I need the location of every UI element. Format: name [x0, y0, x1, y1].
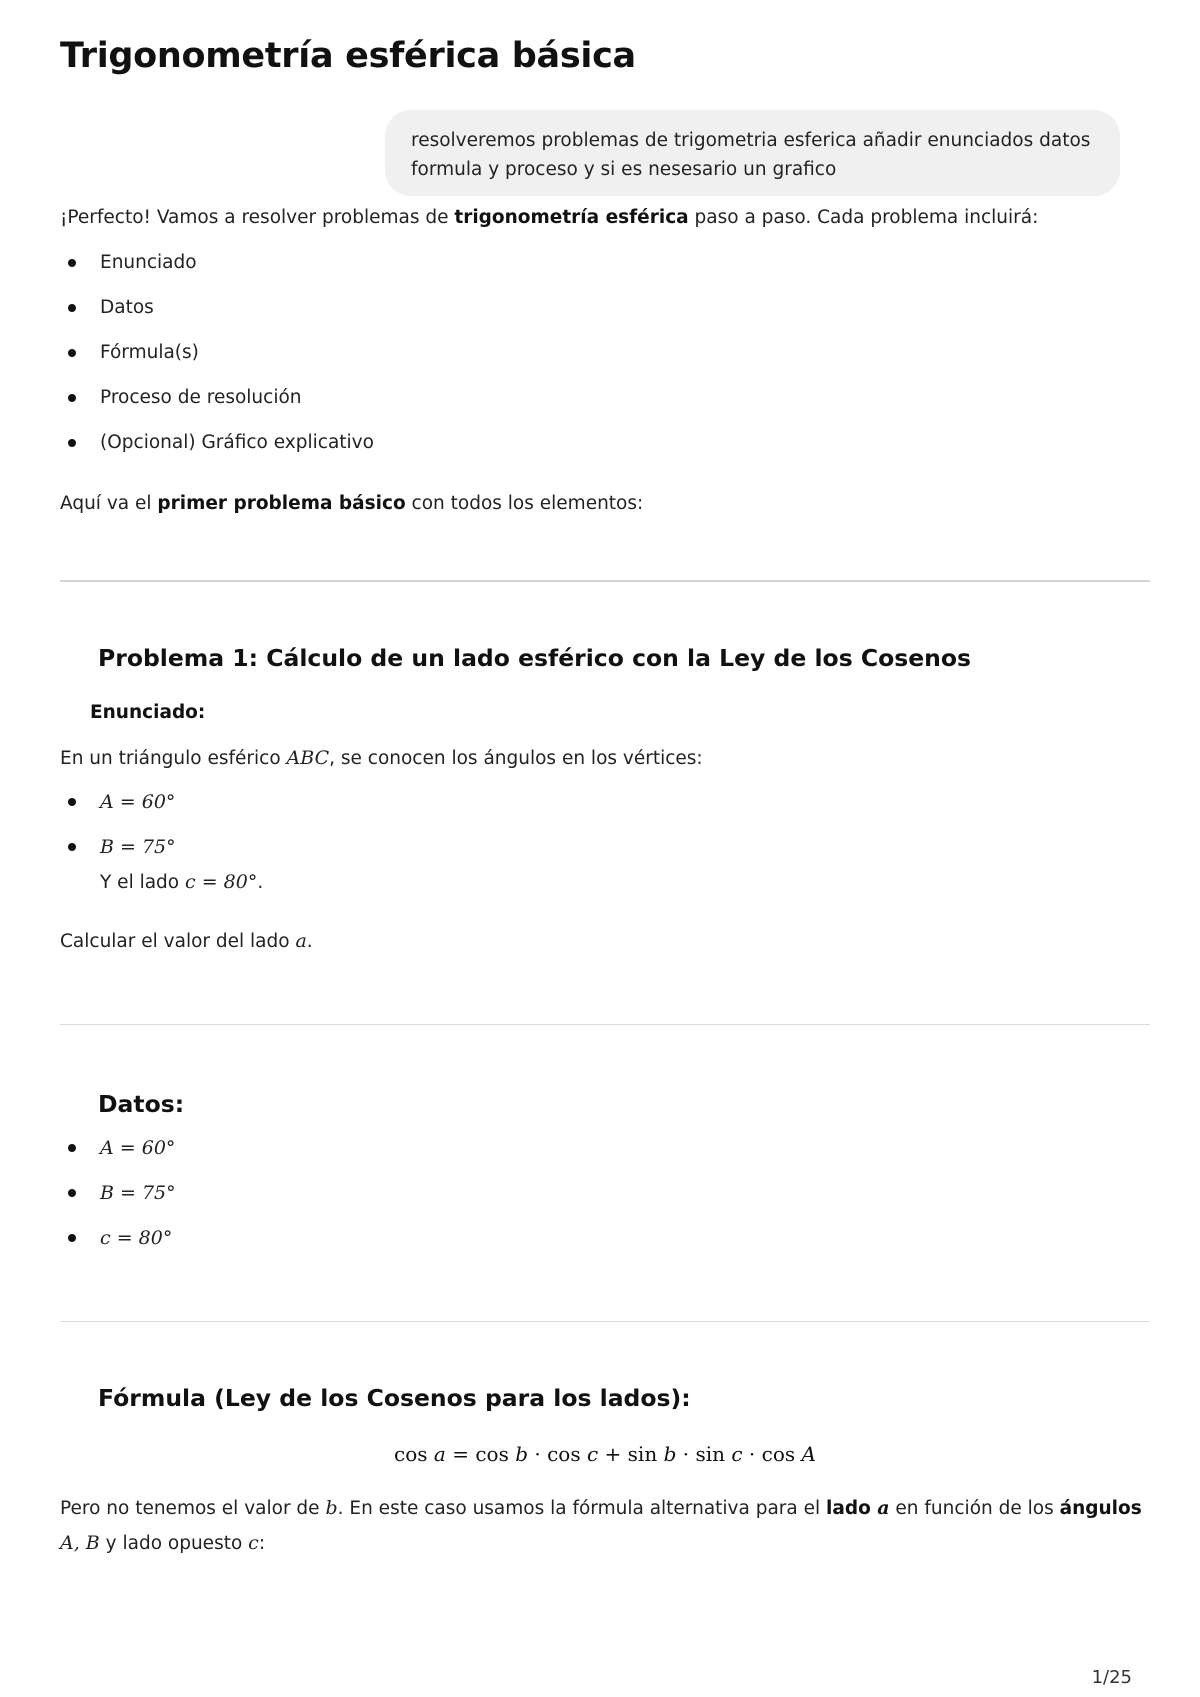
- note-fragment: . En este caso usamos la fórmula alternativa para el: [337, 1498, 827, 1519]
- enunciado-fragment: En un triángulo esférico: [60, 748, 287, 769]
- math-operator: ·: [676, 1442, 696, 1466]
- math-variable: c: [586, 1442, 599, 1466]
- formula-note-line1: [60, 1494, 1142, 1523]
- user-message-bubble: [385, 110, 1120, 196]
- math-variable: b: [663, 1442, 677, 1466]
- math-value: = 80°: [195, 871, 258, 893]
- formula-heading: Fórmula (Ley de los Cosenos para los lados):: [98, 1384, 691, 1412]
- bullet-icon: [68, 1144, 76, 1152]
- math-value: = 75°: [113, 1182, 176, 1204]
- list-item-label: Enunciado: [100, 252, 197, 273]
- math-operator: =: [445, 1442, 476, 1466]
- list-item: [60, 1134, 176, 1179]
- enunciado-text: [60, 744, 703, 773]
- math-value: = 60°: [113, 791, 176, 813]
- list-item-label: Proceso de resolución: [100, 387, 302, 408]
- side-fragment: .: [257, 872, 264, 893]
- lead-text: Aquí va el: [60, 493, 158, 514]
- note-bold: ángulos: [1059, 1498, 1142, 1519]
- list-item: [60, 1224, 176, 1269]
- enunciado-fragment: , se conocen los ángulos en los vértices:: [329, 748, 703, 769]
- law-of-cosines-formula: [60, 1442, 1150, 1466]
- list-item-label: Fórmula(s): [100, 342, 199, 363]
- given-angles-list: [60, 788, 176, 878]
- note-fragment: :: [258, 1533, 266, 1554]
- math-variable: A, B: [60, 1532, 100, 1554]
- page-number: 1/25: [1091, 1667, 1132, 1688]
- bullet-icon: [68, 1234, 76, 1242]
- math-operator: ·: [528, 1442, 548, 1466]
- document-title: Trigonometría esférica básica: [60, 36, 636, 76]
- math-function: cos: [394, 1442, 428, 1466]
- bullet-icon: [68, 394, 76, 402]
- math-variable: c: [100, 1227, 111, 1249]
- formula-note-line2: [60, 1529, 265, 1558]
- section-divider: [60, 1024, 1150, 1025]
- user-message-line: formula y proceso y si es nesesario un grafico: [411, 159, 837, 180]
- lead-paragraph: [60, 490, 643, 518]
- datos-heading: Datos:: [98, 1090, 185, 1118]
- math-variable: B: [100, 1182, 114, 1204]
- math-variable: B: [100, 836, 114, 858]
- math-variable: A: [100, 1137, 114, 1159]
- math-variable: a: [877, 1497, 890, 1519]
- math-variable: c: [248, 1532, 259, 1554]
- components-list: [60, 249, 374, 474]
- side-fragment: Y el lado: [100, 872, 186, 893]
- math-operator: ·: [742, 1442, 762, 1466]
- math-variable: A: [801, 1442, 816, 1466]
- list-item: [60, 249, 374, 294]
- math-function: sin: [627, 1442, 658, 1466]
- math-operator: +: [598, 1442, 628, 1466]
- list-item: [60, 294, 374, 339]
- user-message-line: resolveremos problemas de trigometria esferica añadir enunciados datos: [411, 130, 1091, 151]
- math-variable: b: [325, 1497, 338, 1519]
- list-item: [60, 339, 374, 384]
- math-variable: b: [515, 1442, 529, 1466]
- bullet-icon: [68, 349, 76, 357]
- list-item: [60, 1179, 176, 1224]
- intro-bold: trigonometría esférica: [454, 207, 689, 228]
- bullet-icon: [68, 259, 76, 267]
- math-variable: c: [185, 871, 196, 893]
- list-item: [60, 384, 374, 429]
- math-value: = 60°: [113, 1137, 176, 1159]
- math-variable: a: [433, 1442, 446, 1466]
- section-divider: [60, 1321, 1150, 1322]
- math-function: cos: [761, 1442, 796, 1466]
- bullet-icon: [68, 439, 76, 447]
- intro-text: ¡Perfecto! Vamos a resolver problemas de: [60, 207, 455, 228]
- note-fragment: y lado opuesto: [99, 1533, 249, 1554]
- math-variable: c: [731, 1442, 743, 1466]
- note-fragment: Pero no tenemos el valor de: [60, 1498, 326, 1519]
- bullet-icon: [68, 843, 76, 851]
- math-value: = 80°: [110, 1227, 173, 1249]
- section-divider: [60, 580, 1150, 582]
- triangle-name: ABC: [286, 747, 330, 769]
- list-item-label: (Opcional) Gráfico explicativo: [100, 432, 374, 453]
- intro-paragraph: [60, 204, 1038, 232]
- intro-text: paso a paso. Cada problema incluirá:: [688, 207, 1039, 228]
- bullet-icon: [68, 798, 76, 806]
- note-fragment: en función de los: [889, 1498, 1060, 1519]
- datos-list: [60, 1134, 176, 1269]
- math-variable: A: [100, 791, 114, 813]
- note-bold: lado: [826, 1498, 878, 1519]
- lead-bold: primer problema básico: [157, 493, 406, 514]
- list-item-label: Datos: [100, 297, 154, 318]
- ask-text: [60, 927, 313, 956]
- math-function: cos: [475, 1442, 509, 1466]
- ask-fragment: Calcular el valor del lado: [60, 931, 296, 952]
- math-function: sin: [695, 1442, 725, 1466]
- lead-text: con todos los elementos:: [405, 493, 644, 514]
- list-item: [60, 429, 374, 474]
- bullet-icon: [68, 1189, 76, 1197]
- bullet-icon: [68, 304, 76, 312]
- math-function: cos: [547, 1442, 581, 1466]
- math-value: = 75°: [113, 836, 176, 858]
- list-item: [60, 788, 176, 833]
- problem-heading: Problema 1: Cálculo de un lado esférico con la Ley de los Cosenos: [98, 644, 972, 672]
- enunciado-label: Enunciado:: [90, 702, 206, 723]
- math-variable: a: [295, 930, 307, 952]
- ask-fragment: .: [306, 931, 313, 952]
- given-side-text: [100, 868, 263, 897]
